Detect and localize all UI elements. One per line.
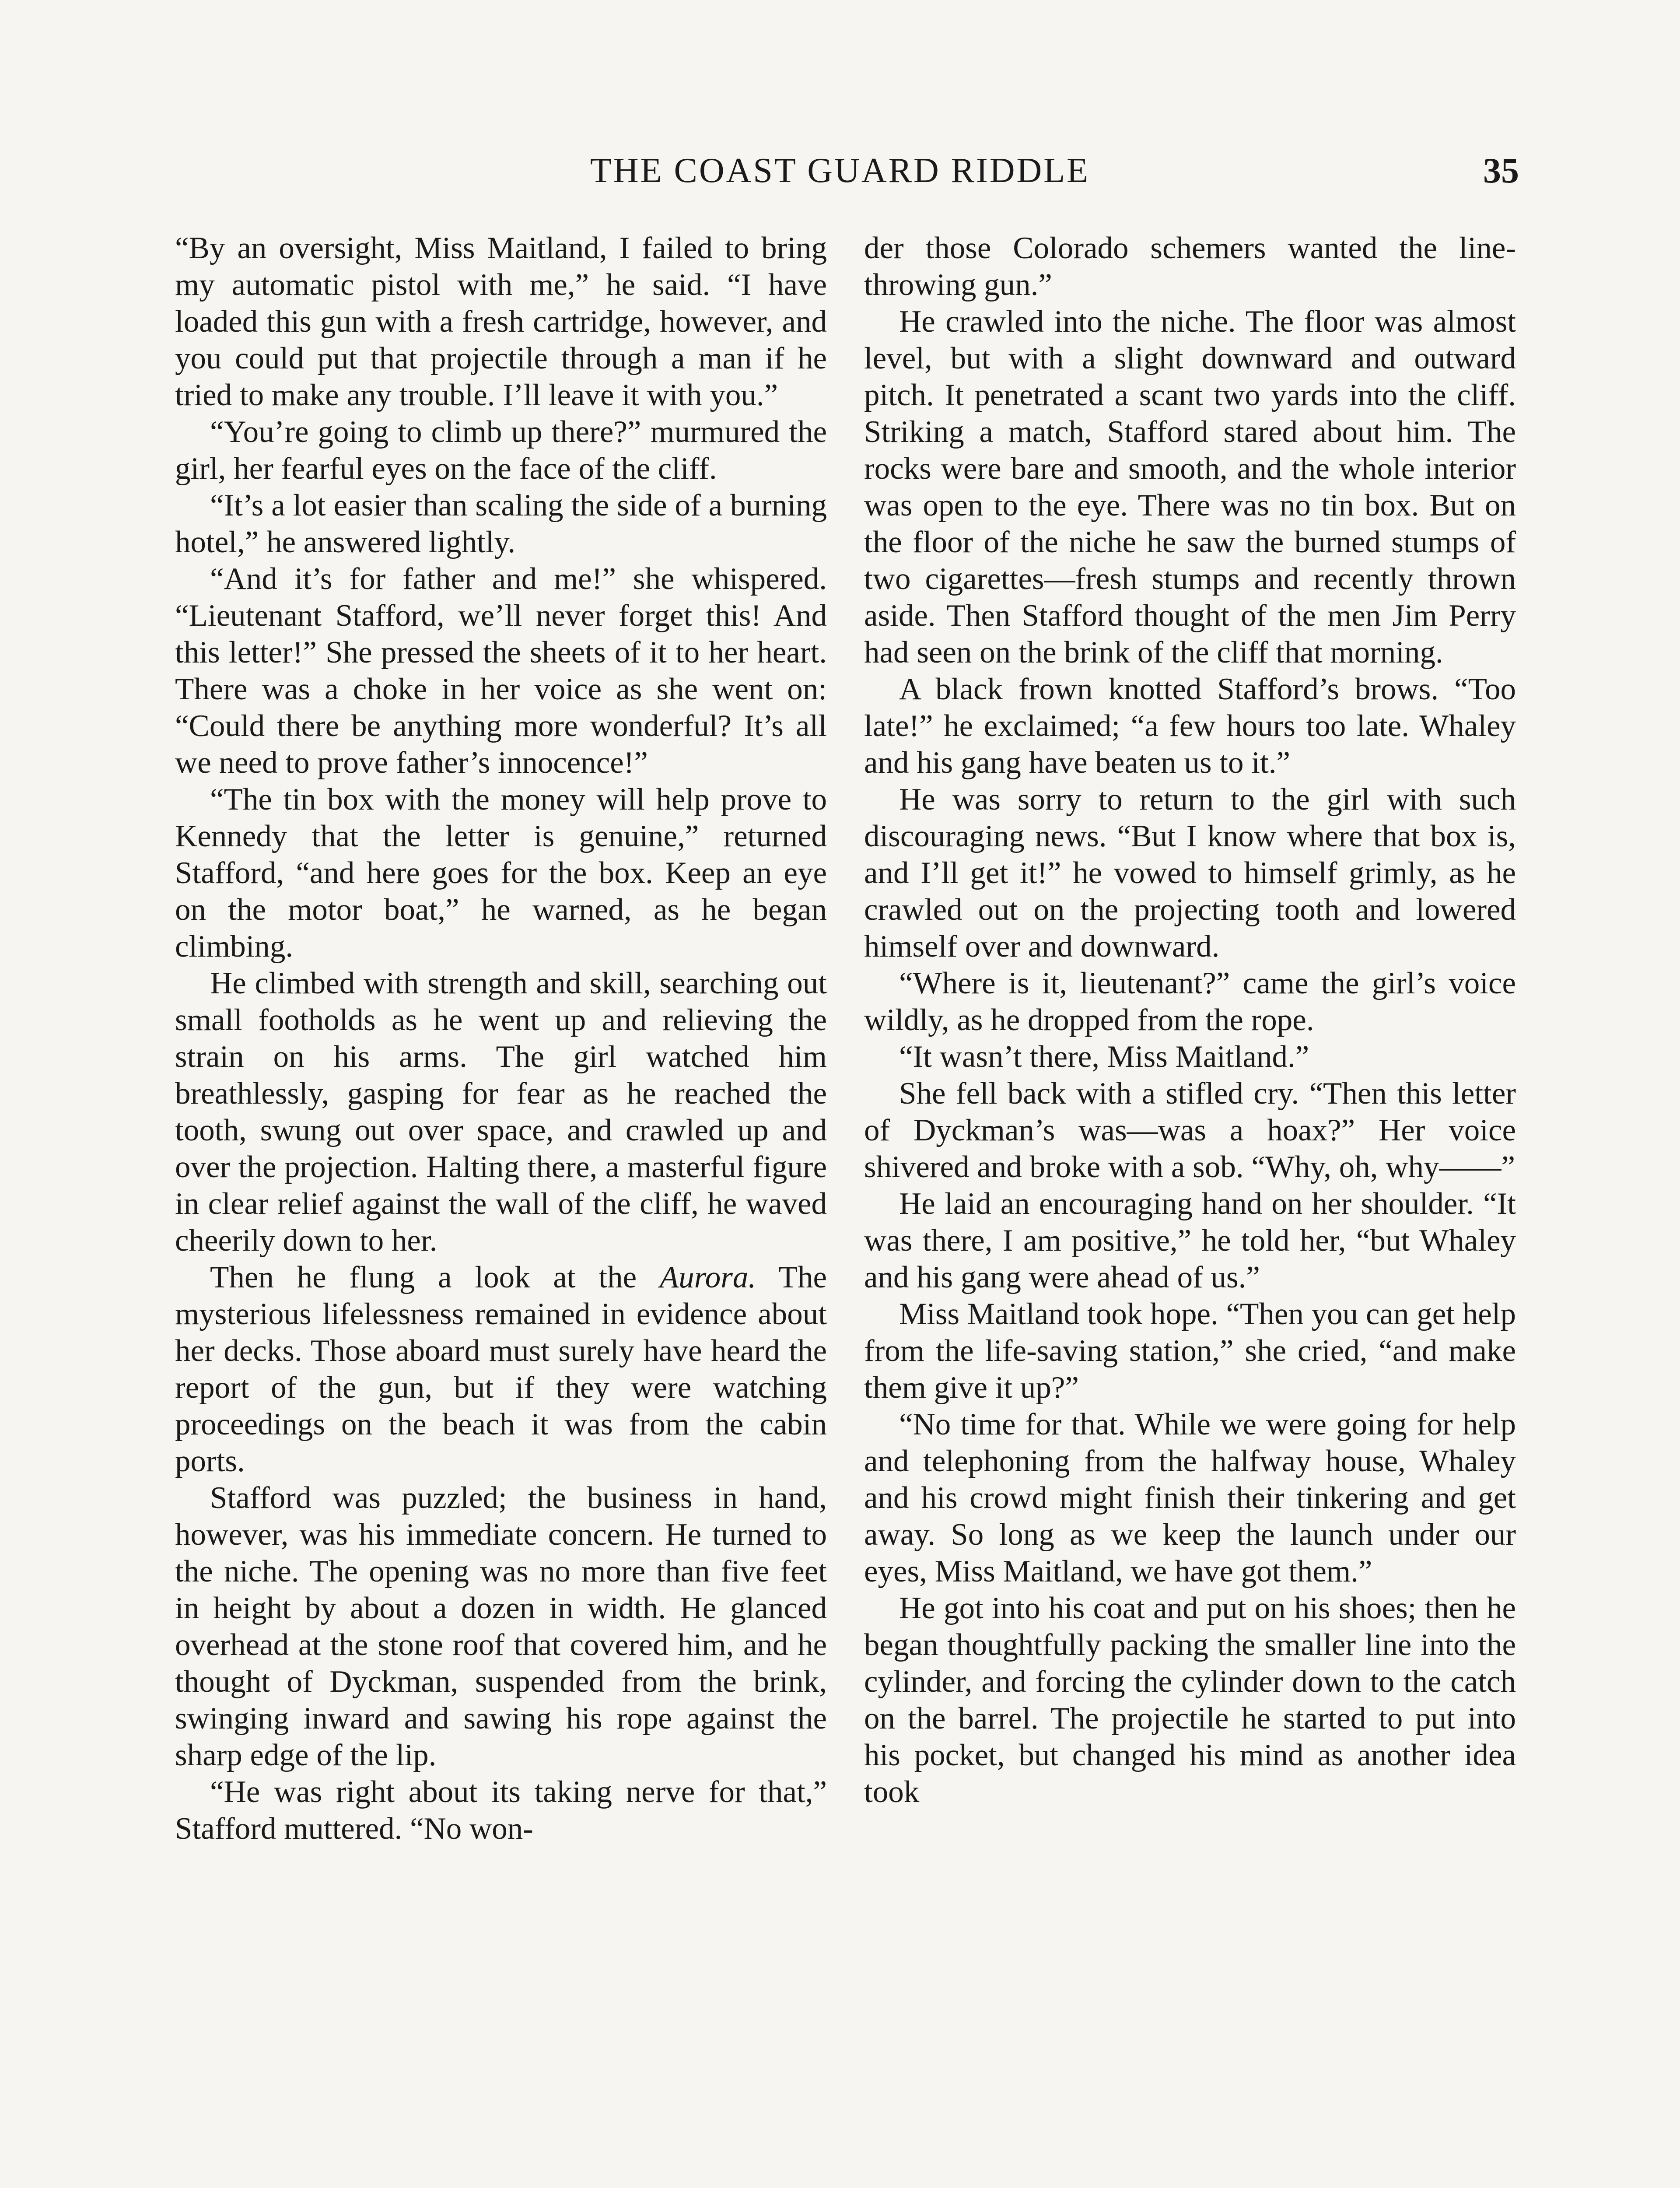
paragraph: “You’re going to climb up there?” murmured the girl, her fearful eyes on the face of the cliff.	[175, 415, 827, 486]
paragraph: “It’s a lot easier than scaling the side of a burning hotel,” he answered lightly.	[175, 488, 827, 559]
paragraph: “The tin box with the money will help prove to Kennedy that the letter is genuine,” returned Stafford, “and here goes for the box. Keep an eye on the motor boat,” he warned, as he began climbing.	[175, 782, 827, 964]
paragraph: He got into his coat and put on his shoes; then he began thoughtfully packing the smaller line into the cylinder, and forcing the cylinder down to the catch on the barrel. The projectile he started to put into his pocket, but changed his mind as another idea took	[864, 1591, 1516, 1809]
page-number: 35	[1483, 151, 1519, 190]
paragraph: A black frown knotted Stafford’s brows. “Too late!” he exclaimed; “a few hours too late. Whaley and his gang have beaten us to it.”	[864, 672, 1516, 780]
paragraph: She fell back with a stifled cry. “Then this letter of Dyckman’s was—was a hoax?” Her voice shivered and broke with a sob. “Why, oh, why——”	[864, 1076, 1516, 1184]
paragraph: He climbed with strength and skill, searching out small footholds as he went up and relieving the strain on his arms. The girl watched him breathlessly, gasping for fear as he reached the tooth, swung out over space, and crawled up and over the projection. Halting there, a masterful figure in clear relief against the wall of the cliff, he waved cheerily down to her.	[175, 966, 827, 1258]
paragraph: der those Colorado schemers wanted the line-throwing gun.”	[864, 231, 1516, 302]
paragraph: “It wasn’t there, Miss Maitland.”	[899, 1040, 1309, 1074]
paragraph: “By an oversight, Miss Maitland, I failed to bring my automatic pistol with me,” he said. “I have loaded this gun with a fresh cartridge, however, and you could put that projectile through a man if he tried to make any trouble. I’ll leave it with you.”	[175, 231, 827, 412]
page-header	[0, 144, 1680, 197]
page-title: THE COAST GUARD RIDDLE	[590, 151, 1090, 190]
ship-name: Aurora.	[659, 1260, 756, 1294]
paragraph: “He was right about its taking nerve for that,” Stafford muttered. “No won-	[175, 1775, 827, 1846]
paragraph: Stafford was puzzled; the business in hand, however, was his immediate concern. He turned to the niche. The opening was no more than five feet in height by about a dozen in width. He glanced overhead at the stone roof that covered him, and he thought of Dyckman, suspended from the brink, swinging inward and sawing his rope against the sharp edge of the lip.	[175, 1481, 827, 1772]
paragraph: “No time for that. While we were going for help and telephoning from the halfway house, Whaley and his crowd might finish their tinkering and get away. So long as we keep the launch under our eyes, Miss Maitland, we have got them.”	[864, 1407, 1516, 1588]
paragraph: “Where is it, lieutenant?” came the girl’s voice wildly, as he dropped from the rope.	[864, 966, 1516, 1037]
paragraph: He crawled into the niche. The floor was almost level, but with a slight downward and outward pitch. It penetrated a scant two yards into the cliff. Striking a match, Stafford stared about him. The rocks were bare and smooth, and the whole interior was open to the eye. There was no tin box. But on the floor of the niche he saw the burned stumps of two cigarettes—fresh stumps and recently thrown aside. Then Stafford thought of the men Jim Perry had seen on the brink of the cliff that morning.	[864, 305, 1516, 670]
paragraph: Miss Maitland took hope. “Then you can get help from the life-saving station,” she cried, “and make them give it up?”	[864, 1297, 1516, 1405]
paragraph-text: The mysterious lifelessness remained in evidence about her decks. Those aboard must surely have heard the report of the gun, but if they were watching proceedings on the beach it was from the cabin ports.	[175, 1260, 827, 1478]
paragraph	[175, 1259, 827, 1480]
paragraph: He laid an encouraging hand on her shoulder. “It was there, I am positive,” he told her, “but Whaley and his gang were ahead of us.”	[864, 1187, 1516, 1294]
paragraph: He was sorry to return to the girl with such discouraging news. “But I know where that box is, and I’ll get it!” he vowed to himself grimly, as he crawled out on the projecting tooth and lowered himself over and downward.	[864, 782, 1516, 964]
right-column	[864, 230, 1516, 1810]
paragraph-text: Then he flung a look at the	[210, 1260, 660, 1294]
paragraph: “And it’s for father and me!” she whispered. “Lieutenant Stafford, we’ll never forget this! And this letter!” She pressed the sheets of it to her heart. There was a choke in her voice as she went on: “Could there be anything more wonderful? It’s all we need to prove father’s innocence!”	[175, 562, 827, 780]
left-column	[175, 230, 827, 1847]
